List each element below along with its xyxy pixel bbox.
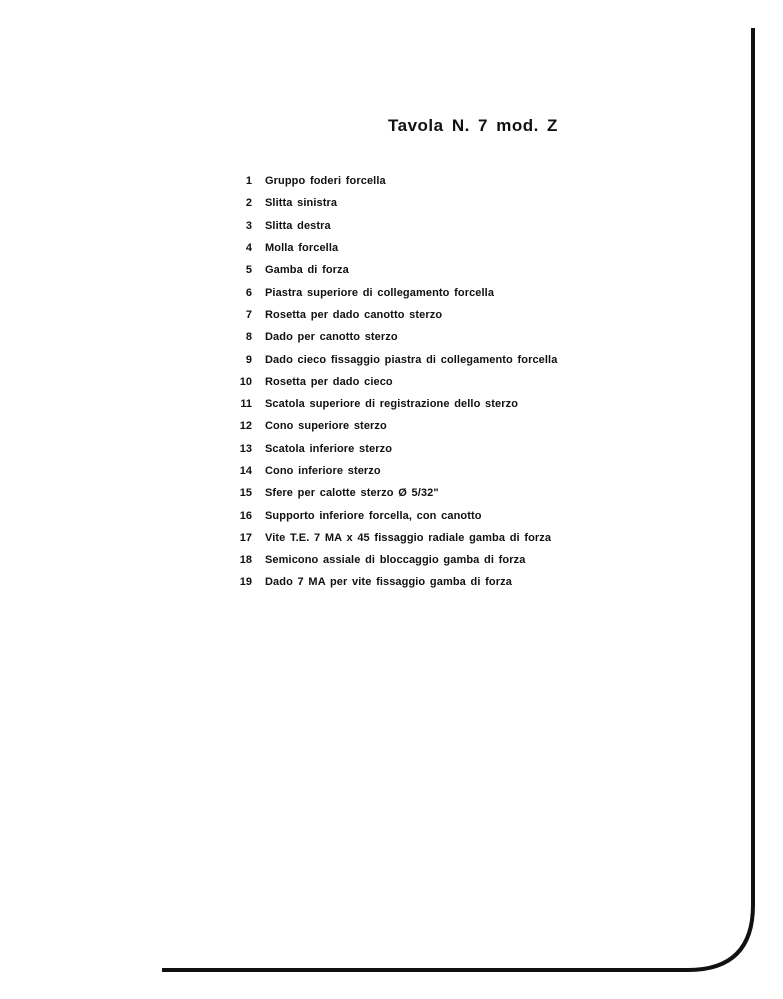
list-item [224, 259, 557, 281]
list-item [224, 415, 557, 437]
part-description: Slitta sinistra [265, 197, 338, 210]
part-number: 11 [240, 398, 252, 411]
part-description: Cono inferiore sterzo [265, 465, 381, 477]
part-description: Cono superiore sterzo [265, 420, 387, 433]
list-item [224, 460, 557, 482]
part-number: 10 [239, 375, 252, 388]
list-item [224, 571, 557, 593]
part-description: Rosetta per dado cieco [265, 375, 393, 388]
list-item [224, 348, 557, 370]
part-number: 1 [245, 175, 252, 188]
part-number: 8 [245, 331, 252, 344]
part-number: 6 [245, 286, 252, 299]
list-item [224, 504, 557, 526]
part-number: 7 [245, 308, 252, 321]
list-item [224, 371, 557, 393]
part-number: 15 [239, 487, 252, 500]
part-description: Gamba di forza [265, 264, 349, 277]
page-title: Tavola N. 7 mod. Z [388, 116, 558, 135]
part-description: Dado cieco fissaggio piastra di collegamento forcella [265, 353, 558, 366]
part-number: 2 [245, 197, 252, 210]
list-item [224, 237, 557, 259]
list-item [224, 527, 557, 549]
part-number: 17 [239, 531, 252, 544]
parts-list [224, 170, 557, 594]
part-description: Scatola superiore di registrazione dello sterzo [265, 398, 519, 411]
list-item [224, 549, 557, 571]
part-number: 5 [245, 264, 252, 277]
part-number: 4 [245, 242, 252, 255]
list-item [224, 438, 557, 460]
part-description: Dado 7 MA per vite fissaggio gamba di forza [265, 576, 512, 589]
part-description: Sfere per calotte sterzo Ø 5/32" [265, 487, 439, 500]
part-description: Molla forcella [265, 242, 339, 255]
list-item [224, 170, 557, 192]
part-number: 13 [239, 442, 252, 455]
list-item [224, 482, 557, 504]
list-item [224, 215, 557, 237]
list-item [224, 326, 557, 348]
part-description: Slitta destra [265, 219, 331, 232]
part-number: 19 [239, 576, 252, 589]
list-item [224, 281, 557, 303]
part-description: Supporto inferiore forcella, con canotto [265, 509, 482, 522]
part-description: Gruppo foderi forcella [265, 175, 386, 188]
list-item [224, 304, 557, 326]
list-item [224, 393, 557, 415]
part-number: 3 [245, 219, 252, 232]
part-number: 18 [239, 554, 252, 567]
part-number: 9 [245, 353, 252, 366]
part-description: Semicono assiale di bloccaggio gamba di forza [265, 554, 526, 567]
part-number: 14 [239, 465, 252, 477]
part-description: Vite T.E. 7 MA x 45 fissaggio radiale gamba di forza [265, 531, 552, 544]
part-description: Piastra superiore di collegamento forcella [265, 286, 495, 299]
part-description: Scatola inferiore sterzo [265, 442, 393, 455]
part-number: 12 [239, 420, 252, 433]
list-item [224, 192, 557, 214]
part-description: Dado per canotto sterzo [265, 331, 398, 344]
part-number: 16 [239, 509, 252, 522]
part-description: Rosetta per dado canotto sterzo [265, 308, 443, 321]
